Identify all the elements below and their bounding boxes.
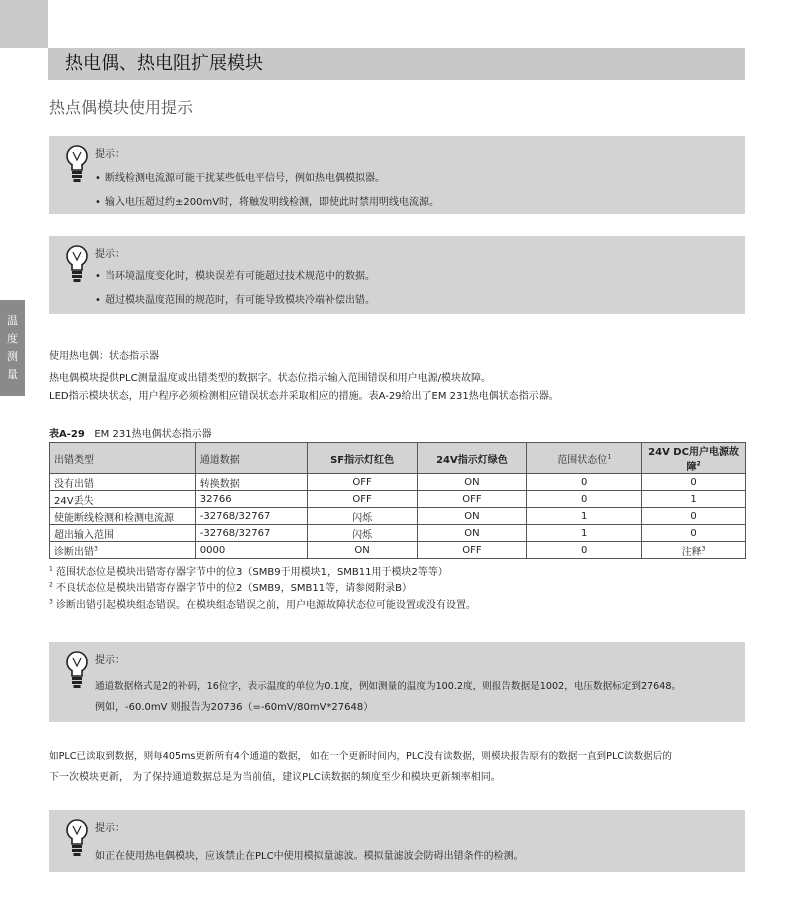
tip-label: 提示： [95,149,125,160]
section-subtitle: 热点偶模块使用提示 [49,98,194,117]
tip-bullet: • 断线检测电流源可能干扰某些低电平信号，例如热电偶模拟器。 [95,173,385,184]
table-header: 24V指示灯绿色 [417,443,527,474]
footnote: $^2$ 不良状态位是模块出错寄存器字节中的位2（SMB9，SMB11等，请参阅附录B） [49,581,412,594]
page-title-bar [48,48,745,80]
body-text: 热电偶模块提供PLC测量温度或出错类型的数据字。状态位指示输入范围错误和用户电源/模块故障。 [49,373,491,384]
tip-box-4 [49,810,745,872]
table-row: 诊断出错$^3$ 0000 ON OFF 0 注释$^3$ [50,542,746,559]
tip-bullet: • 输入电压超过约±200mV时，将触发明线检测，即使此时禁用明线电流源。 [95,197,440,208]
body-text: 下一次模块更新， 为了保持通道数据总是为当前值，建议PLC读数据的频度至少和模块更新频率相同。 [49,772,501,783]
tip-box-2 [49,236,745,314]
section-heading: 使用热电偶：状态指示器 [49,351,159,362]
side-tab-char: 量 [7,368,18,381]
table-row: 没有出错 转换数据 OFF ON 0 0 [50,474,746,491]
table-header: SF指示灯红色 [307,443,417,474]
table-row: 超出输入范围 -32768/32767 闪烁 ON 1 0 [50,525,746,542]
body-text: LED指示模块状态，用户程序必须检测相应错误状态并采取相应的措施。表A-29给出了EM 231热电偶状态指示器。 [49,391,559,402]
corner-block [0,0,48,48]
status-table [49,442,746,559]
table-caption: 表A-29 EM 231热电偶状态指示器 [49,429,212,440]
tip-text: 通道数据格式是2的补码，16位字，表示温度的单位为0.1度，例如测量的温度为100.2度，则报告数据是1002，电压数据标定到27648。 [95,681,682,692]
table-row: 24V丢失 32766 OFF OFF 0 1 [50,491,746,508]
lightbulb-icon [65,144,89,186]
tip-text: 例如，-60.0mV 则报告为20736（=-60mV/80mV*27648） [95,702,374,713]
table-header: 出错类型 [50,443,196,474]
body-text: 如PLC已读取到数据，则每405ms更新所有4个通道的数据， 如在一个更新时间内，PLC没有读数据，则模块报告原有的数据一直到PLC读数据后的 [49,751,672,762]
lightbulb-icon [65,650,89,692]
footnote: $^1$ 范围状态位是模块出错寄存器字节中的位3（SMB9于用模块1，SMB11用于模块2等等） [49,565,448,578]
tip-label: 提示： [95,823,125,834]
footnote: $^3$ 诊断出错引起模块组态错误。在模块组态错误之前，用户电源故障状态位可能设置或没有设置。 [49,598,477,611]
tip-label: 提示： [95,655,125,666]
tip-box-1 [49,136,745,214]
page-title: 热电偶、热电阻扩展模块 [65,53,263,74]
side-chapter-tab [0,300,25,396]
lightbulb-icon [65,244,89,286]
tip-text: 如正在使用热电偶模块，应该禁止在PLC中使用模拟量滤波。模拟量滤波会防碍出错条件的检测。 [95,851,524,862]
side-tab-char: 度 [7,332,18,345]
side-tab-char: 温 [7,314,18,327]
table-header: 通道数据 [195,443,307,474]
table-header-row [50,443,746,474]
side-tab-char: 测 [7,350,18,363]
tip-box-3 [49,642,745,722]
table-row: 使能断线检测和检测电流源 -32768/32767 闪烁 ON 1 0 [50,508,746,525]
table-header: 范围状态位$^1$ [527,443,642,474]
table-header: 24V DC用户电源故障$^2$ [642,443,746,474]
tip-label: 提示： [95,249,125,260]
lightbulb-icon [65,818,89,860]
tip-bullet: • 当环境温度变化时，模块误差有可能超过技术规范中的数据。 [95,271,375,282]
tip-bullet: • 超过模块温度范围的规范时，有可能导致模块冷端补偿出错。 [95,295,375,306]
